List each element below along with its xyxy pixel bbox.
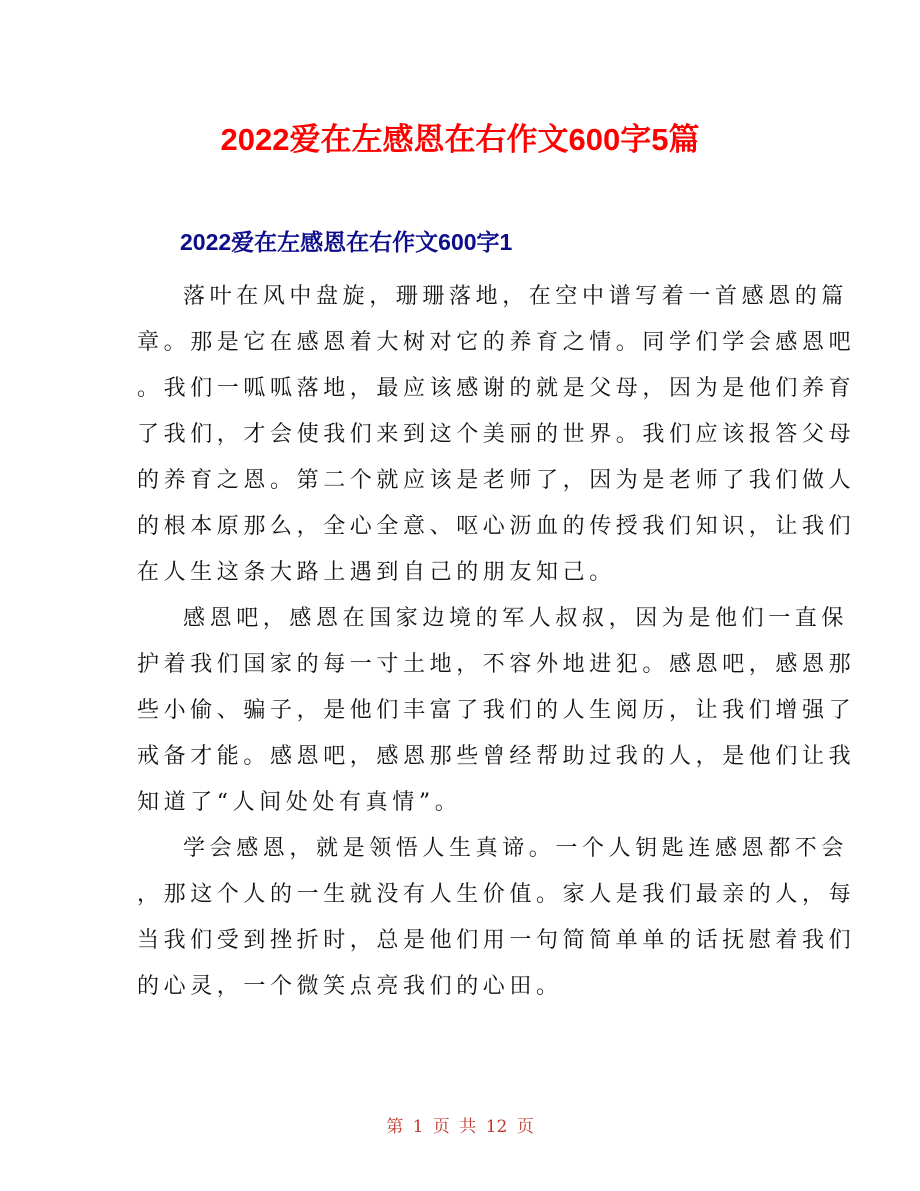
page-number-footer: 第 1 页 共 12 页: [386, 1117, 534, 1137]
text-line: 的养育之恩。第二个就应该是老师了，因为是老师了我们做人: [137, 468, 856, 493]
text-line: 感恩吧，感恩在国家边境的军人叔叔，因为是他们一直保: [183, 606, 849, 631]
text-line: 在人生这条大路上遇到自己的朋友知己。: [137, 560, 616, 585]
document-body: [137, 274, 856, 1010]
text-line: 知道了“人间处处有真情”。: [137, 790, 462, 815]
text-line: 落叶在风中盘旋，珊珊落地，在空中谱写着一首感恩的篇: [183, 284, 849, 309]
text-line: 学会感恩，就是领悟人生真谛。一个人钥匙连感恩都不会: [183, 836, 849, 861]
paragraph-1: [137, 274, 856, 596]
text-line: 章。那是它在感恩着大树对它的养育之情。同学们学会感恩吧: [137, 330, 856, 355]
text-line: 的根本原那么，全心全意、呕心沥血的传授我们知识，让我们: [137, 514, 856, 539]
text-line: 些小偷、骗子，是他们丰富了我们的人生阅历，让我们增强了: [137, 698, 856, 723]
text-line: ，那这个人的一生就没有人生价值。家人是我们最亲的人，每: [137, 882, 856, 907]
paragraph-3: [137, 826, 856, 1010]
document-title: 2022爱在左感恩在右作文600字5篇: [220, 122, 700, 157]
paragraph-2: [137, 596, 856, 826]
text-line: 的心灵，一个微笑点亮我们的心田。: [137, 974, 563, 999]
text-line: 当我们受到挫折时，总是他们用一句简简单单的话抚慰着我们: [137, 928, 856, 953]
section-heading: 2022爱在左感恩在右作文600字1: [180, 229, 513, 255]
text-line: 。我们一呱呱落地，最应该感谢的就是父母，因为是他们养育: [137, 376, 856, 401]
text-line: 了我们，才会使我们来到这个美丽的世界。我们应该报答父母: [137, 422, 856, 447]
text-line: 戒备才能。感恩吧，感恩那些曾经帮助过我的人，是他们让我: [137, 744, 856, 769]
text-line: 护着我们国家的每一寸土地，不容外地进犯。感恩吧，感恩那: [137, 652, 856, 677]
